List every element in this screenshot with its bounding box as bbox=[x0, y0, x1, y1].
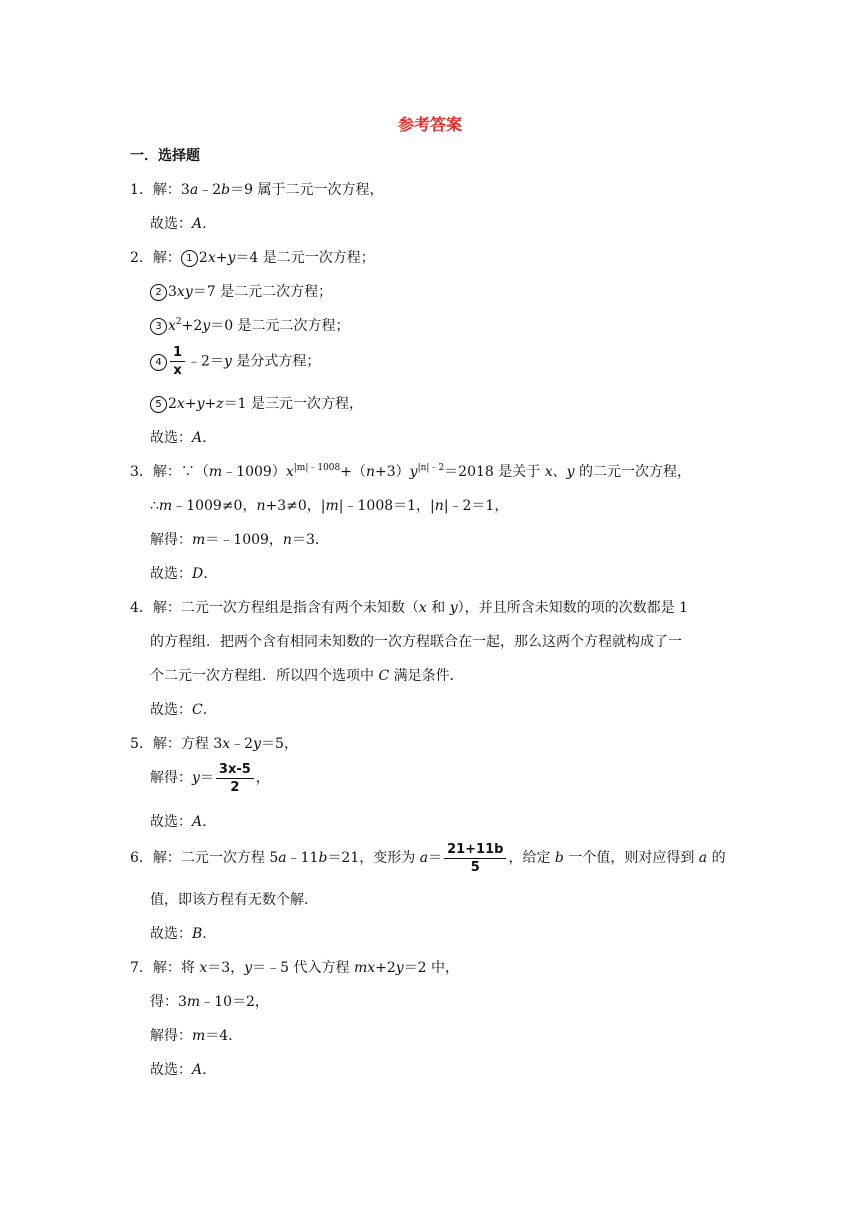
fraction: $\frac{1}{x}$ bbox=[170, 344, 185, 379]
q6-line-3: 故选：B. bbox=[150, 926, 207, 942]
q2-line-4: 4 $\frac{1}{x}$ ﹣2＝y 是分式方程； bbox=[150, 344, 320, 379]
q3-line-3: 解得：m＝﹣1009，n＝3． bbox=[150, 532, 329, 548]
q4-line-1: 4．解：二元一次方程组是指含有两个未知数（x 和 y），并且所含未知数的项的次数都是 1 bbox=[130, 600, 689, 616]
q1-line-2: 故选：A. bbox=[150, 216, 207, 232]
fraction: $\frac{3x-5}{2}$ bbox=[216, 761, 254, 796]
q4-line-4: 故选：C. bbox=[150, 702, 208, 718]
section-heading: 一．选择题 bbox=[130, 148, 200, 164]
q2-line-1: 2．解： 1 2x+y＝4 是二元一次方程； bbox=[130, 250, 375, 266]
q7-line-2: 得：3m﹣10＝2， bbox=[150, 994, 269, 1010]
circled-number: 1 bbox=[181, 250, 198, 267]
q3-line-4: 故选：D. bbox=[150, 566, 208, 582]
q6-line-1: 6．解：二元一次方程 5a﹣11b＝21，变形为 a＝ $\frac{21+11b}{5}$ ，给定 b 一个值，则对应得到 a 的 bbox=[130, 841, 726, 875]
circled-number: 2 bbox=[150, 284, 167, 301]
q2-line-6: 故选：A. bbox=[150, 430, 207, 446]
q1-line-1: 1．解：3a﹣2b＝9 属于二元一次方程， bbox=[130, 182, 384, 198]
circled-number: 5 bbox=[150, 396, 167, 413]
q7-line-3: 解得：m＝4． bbox=[150, 1028, 243, 1044]
q7-line-1: 7．解：将 x＝3，y＝﹣5 代入方程 mx+2y＝2 中， bbox=[130, 960, 460, 976]
page-title: 参考答案 bbox=[397, 115, 462, 134]
q5-line-3: 故选：A. bbox=[150, 814, 207, 830]
q2-line-3: 3 $x^2+2y=0$ 是二元二次方程； bbox=[150, 316, 350, 336]
q7-line-4: 故选：A. bbox=[150, 1062, 207, 1078]
circled-number: 4 bbox=[150, 354, 167, 371]
q3-line-2: ∴m﹣1009≠0，n+3≠0，|m|﹣1008＝1，|n|﹣2＝1， bbox=[150, 498, 509, 514]
q2-line-2: 2 3xy＝7 是二元二次方程； bbox=[150, 282, 332, 302]
q5-line-2: 解得：y＝ $\frac{3x-5}{2}$ ， bbox=[150, 761, 270, 795]
q6-line-2: 值，即该方程有无数个解． bbox=[150, 892, 318, 908]
fraction: $\frac{21+11b}{5}$ bbox=[444, 841, 506, 876]
circled-number: 3 bbox=[150, 318, 167, 335]
q3-line-1: 3．解：$\because(m﹣1009)x^{|m|﹣1008}+(n+3)y^{|n|﹣2}=2018$ 是关于 x、y 的二元一次方程， bbox=[130, 463, 691, 480]
q4-line-2: 的方程组．把两个含有相同未知数的一次方程联合在一起，那么这两个方程就构成了一 bbox=[150, 634, 682, 650]
q5-line-1: 5．解：方程 3x﹣2y＝5， bbox=[130, 736, 298, 752]
q2-line-5: 5 2x+y+z＝1 是三元一次方程， bbox=[150, 394, 363, 414]
q4-line-3: 个二元一次方程组．所以四个选项中 C 满足条件． bbox=[150, 668, 464, 684]
